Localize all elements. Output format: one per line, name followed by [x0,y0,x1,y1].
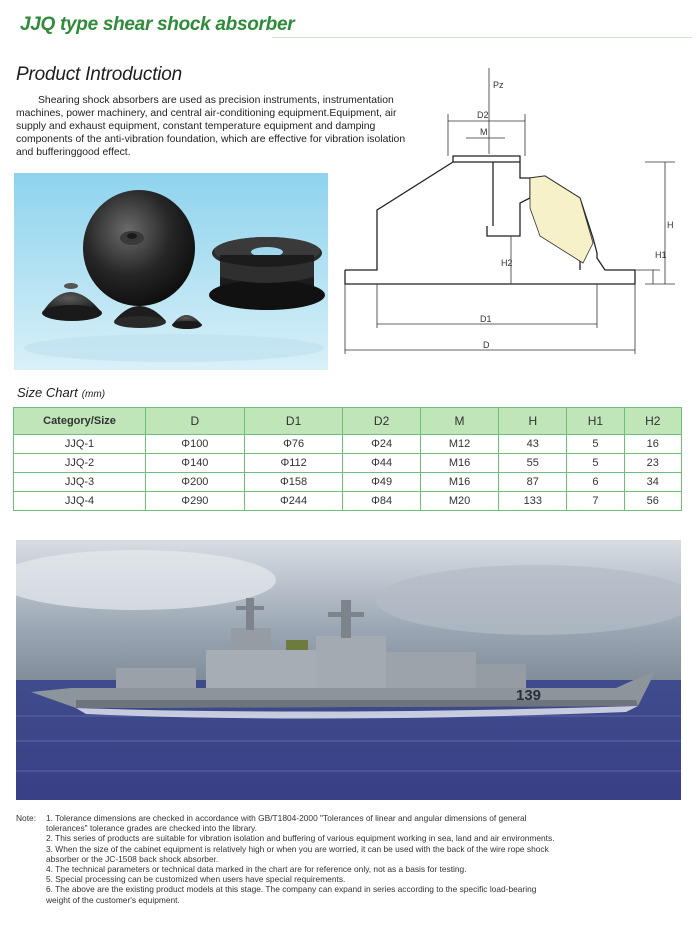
label-d: D [483,340,490,350]
table-row [14,473,682,492]
warship-illustration [16,540,681,800]
table-cell: M20 [420,492,499,511]
table-cell: 16 [624,435,681,454]
column-header: D1 [244,408,343,435]
hull-number: 139 [516,687,542,704]
note-item: 1. Tolerance dimensions are checked in accordance with GB/T1804-2000 "Tolerances of linear and angular dimensions of general tolerances" tolerance grades are checked into the library. [46,813,527,834]
size-chart-heading [17,385,105,400]
table-cell: M16 [420,473,499,492]
size-chart-title: Size Chart [17,385,78,400]
table-cell: Φ244 [244,492,343,511]
column-header: Category/Size [14,408,146,435]
table-cell: 34 [624,473,681,492]
label-m: M [480,127,488,137]
product-photo-illustration [14,173,328,370]
dimension-diagram-svg [335,58,685,358]
table-cell: 56 [624,492,681,511]
table-cell: Φ84 [343,492,420,511]
note-item: 6. The above are the existing product models at this stage. The company can expand in series according to the specific load-bearing weight of the customer's equipment. [46,884,537,905]
table-cell: JJQ-3 [14,473,146,492]
table-cell: Φ24 [343,435,420,454]
column-header: D2 [343,408,420,435]
dimension-diagram [335,58,685,358]
table-cell: JJQ-2 [14,454,146,473]
column-header: M [420,408,499,435]
note-item: 5. Special processing can be customized when users have special requirements. [46,874,346,885]
table-cell: Φ44 [343,454,420,473]
label-h1: H1 [655,250,667,260]
note-item: 3. When the size of the cabinet equipment is relatively high or when you are worried, it can be used with the back of the wire rope shock absorber or the JC-1508 back shock absorber. [46,843,549,864]
label-h: H [667,220,674,230]
table-cell: Φ290 [146,492,245,511]
table-cell: JJQ-4 [14,492,146,511]
table-cell: 5 [567,454,624,473]
table-cell: JJQ-1 [14,435,146,454]
product-photo [14,173,328,370]
table-cell: Φ49 [343,473,420,492]
size-chart-table [13,407,682,511]
table-cell: 6 [567,473,624,492]
notes-label: Note: [16,813,37,823]
table-cell: 43 [499,435,567,454]
column-header: H1 [567,408,624,435]
column-header: D [146,408,245,435]
product-introduction-heading: Product Introduction [16,64,183,85]
label-h2: H2 [501,258,513,268]
table-cell: 55 [499,454,567,473]
table-cell: M12 [420,435,499,454]
table-cell: Φ112 [244,454,343,473]
table-cell: 23 [624,454,681,473]
title-rule [272,37,692,38]
column-header: H2 [624,408,681,435]
size-chart-unit: (mm) [81,389,106,400]
warship-photo [16,540,681,800]
table-cell: M16 [420,454,499,473]
column-header: H [499,408,567,435]
table-cell: Φ158 [244,473,343,492]
table-header-row [14,408,682,435]
table-cell: 87 [499,473,567,492]
note-item: 4. The technical parameters or technical data marked in the chart are for reference only, not as a basis for testing. [46,864,467,875]
table-cell: Φ76 [244,435,343,454]
table-cell: Φ100 [146,435,245,454]
label-d1: D1 [480,314,492,324]
table-cell: 133 [499,492,567,511]
note-item: 2. This series of products are suitable for vibration isolation and buffering of various equipment working in sea, land and air environments. [46,833,555,844]
table-cell: 5 [567,435,624,454]
label-pz: Pz [493,80,504,90]
table-row [14,492,682,511]
table-cell: Φ140 [146,454,245,473]
title-bar [0,8,697,42]
page-title: JJQ type shear shock absorber [20,14,295,35]
table-cell: 7 [567,492,624,511]
product-introduction-text: Shearing shock absorbers are used as precision instruments, instrumentation machines, power machinery, and central air-conditioning equipment.Equipment, air supply and exhaust equipment, constant temperature equipment and damping components of the anti-vibration foundation, which are effective for vibration isolation and bufferinggood effect. [16,95,406,158]
table-row [14,454,682,473]
table-cell: Φ200 [146,473,245,492]
notes-section [16,813,556,905]
label-d2: D2 [477,110,489,120]
notes-list [46,813,556,905]
table-row [14,435,682,454]
